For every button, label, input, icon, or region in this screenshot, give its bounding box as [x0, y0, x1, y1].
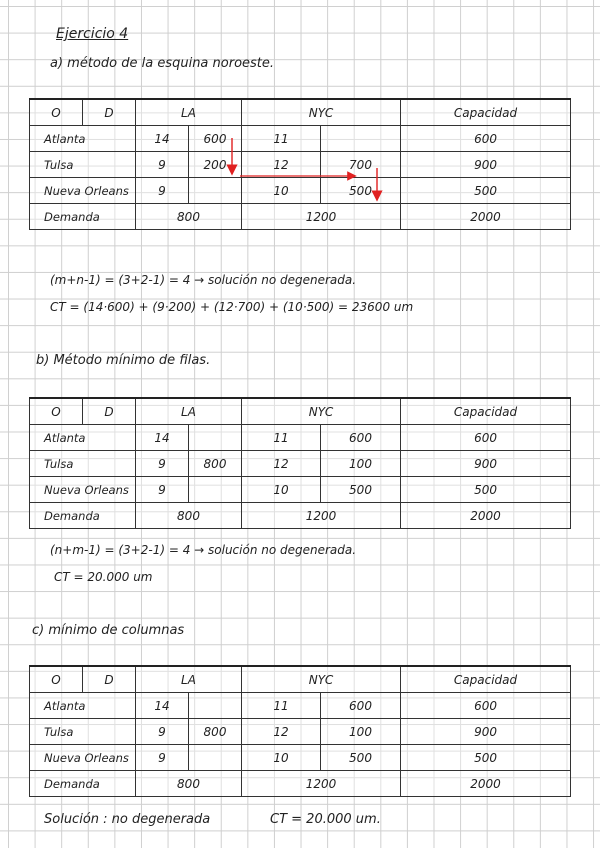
la-cost: 9 — [136, 178, 189, 204]
table-row — [30, 745, 571, 771]
capacity: 500 — [401, 477, 571, 503]
nyc-cost: 11 — [242, 425, 321, 451]
header-la: LA — [136, 398, 242, 425]
table-header-row — [30, 666, 571, 693]
part-a-total-cost: CT = (14·600) + (9·200) + (12·700) + (10·500) = 23600 um — [50, 300, 414, 314]
header-nyc: NYC — [242, 398, 401, 425]
la-cost: 14 — [136, 693, 189, 719]
la-cost: 14 — [136, 425, 189, 451]
row-label: Atlanta — [30, 693, 136, 719]
table-row — [30, 477, 571, 503]
demand-total: 2000 — [401, 503, 571, 529]
header-origin: O — [30, 398, 83, 425]
row-label: Atlanta — [30, 425, 136, 451]
part-c-table — [29, 665, 571, 797]
row-label: Tulsa — [30, 451, 136, 477]
header-capacity: Capacidad — [401, 398, 571, 425]
page-title: Ejercicio 4 — [56, 26, 129, 42]
la-alloc: 800 — [189, 719, 242, 745]
la-alloc — [189, 693, 242, 719]
nyc-alloc: 100 — [321, 451, 401, 477]
demand-label: Demanda — [30, 204, 136, 230]
nyc-alloc: 600 — [321, 693, 401, 719]
table-row — [30, 451, 571, 477]
nyc-cost: 11 — [242, 693, 321, 719]
part-c-heading: c) mínimo de columnas — [32, 623, 185, 638]
header-la: LA — [136, 99, 242, 126]
demand-label: Demanda — [30, 771, 136, 797]
capacity: 900 — [401, 719, 571, 745]
row-label: Tulsa — [30, 719, 136, 745]
part-b-degeneracy-note: (n+m-1) = (3+2-1) = 4 → solución no degenerada. — [50, 543, 357, 557]
nyc-cost: 10 — [242, 178, 321, 204]
table-header-row — [30, 398, 571, 425]
header-capacity: Capacidad — [401, 99, 571, 126]
nyc-cost: 11 — [242, 126, 321, 152]
la-alloc — [189, 745, 242, 771]
demand-label: Demanda — [30, 503, 136, 529]
part-b-heading: b) Método mínimo de filas. — [36, 353, 211, 368]
nyc-cost: 10 — [242, 745, 321, 771]
demand-total: 2000 — [401, 204, 571, 230]
part-a-degeneracy-note: (m+n-1) = (3+2-1) = 4 → solución no degenerada. — [50, 273, 357, 287]
la-cost: 9 — [136, 719, 189, 745]
capacity: 900 — [401, 152, 571, 178]
demand-la: 800 — [136, 771, 242, 797]
la-cost: 9 — [136, 152, 189, 178]
part-c-solution: Solución : no degenerada — [44, 812, 211, 827]
nyc-cost: 12 — [242, 451, 321, 477]
table-row — [30, 425, 571, 451]
la-cost: 9 — [136, 451, 189, 477]
part-b-table — [29, 397, 571, 529]
header-capacity: Capacidad — [401, 666, 571, 693]
la-alloc: 200 — [189, 152, 242, 178]
row-label: Nueva Orleans — [30, 477, 136, 503]
demand-nyc: 1200 — [242, 204, 401, 230]
header-destination: D — [83, 398, 136, 425]
la-cost: 9 — [136, 745, 189, 771]
demand-row — [30, 771, 571, 797]
nyc-cost: 10 — [242, 477, 321, 503]
part-a-heading: a) método de la esquina noroeste. — [50, 56, 275, 71]
row-label: Atlanta — [30, 126, 136, 152]
part-b-total-cost: CT = 20.000 um — [54, 570, 153, 584]
table-row — [30, 693, 571, 719]
nyc-cost: 12 — [242, 152, 321, 178]
demand-nyc: 1200 — [242, 503, 401, 529]
la-cost: 14 — [136, 126, 189, 152]
capacity: 600 — [401, 126, 571, 152]
header-la: LA — [136, 666, 242, 693]
la-cost: 9 — [136, 477, 189, 503]
la-alloc — [189, 477, 242, 503]
row-label: Nueva Orleans — [30, 745, 136, 771]
table-row — [30, 719, 571, 745]
header-origin: O — [30, 666, 83, 693]
header-destination: D — [83, 666, 136, 693]
header-origin: O — [30, 99, 83, 126]
nyc-alloc: 500 — [321, 477, 401, 503]
nyc-alloc: 700 — [321, 152, 401, 178]
part-c-total-cost: CT = 20.000 um. — [270, 812, 381, 827]
row-label: Tulsa — [30, 152, 136, 178]
row-label: Nueva Orleans — [30, 178, 136, 204]
capacity: 600 — [401, 425, 571, 451]
la-alloc — [189, 425, 242, 451]
demand-row — [30, 503, 571, 529]
demand-la: 800 — [136, 503, 242, 529]
capacity: 900 — [401, 451, 571, 477]
capacity: 500 — [401, 178, 571, 204]
nyc-cost: 12 — [242, 719, 321, 745]
demand-total: 2000 — [401, 771, 571, 797]
demand-la: 800 — [136, 204, 242, 230]
nyc-alloc: 600 — [321, 425, 401, 451]
la-alloc: 800 — [189, 451, 242, 477]
header-nyc: NYC — [242, 99, 401, 126]
header-nyc: NYC — [242, 666, 401, 693]
nyc-alloc: 500 — [321, 178, 401, 204]
la-alloc: 600 — [189, 126, 242, 152]
demand-nyc: 1200 — [242, 771, 401, 797]
header-destination: D — [83, 99, 136, 126]
nyc-alloc: 100 — [321, 719, 401, 745]
capacity: 600 — [401, 693, 571, 719]
capacity: 500 — [401, 745, 571, 771]
nyc-alloc: 500 — [321, 745, 401, 771]
